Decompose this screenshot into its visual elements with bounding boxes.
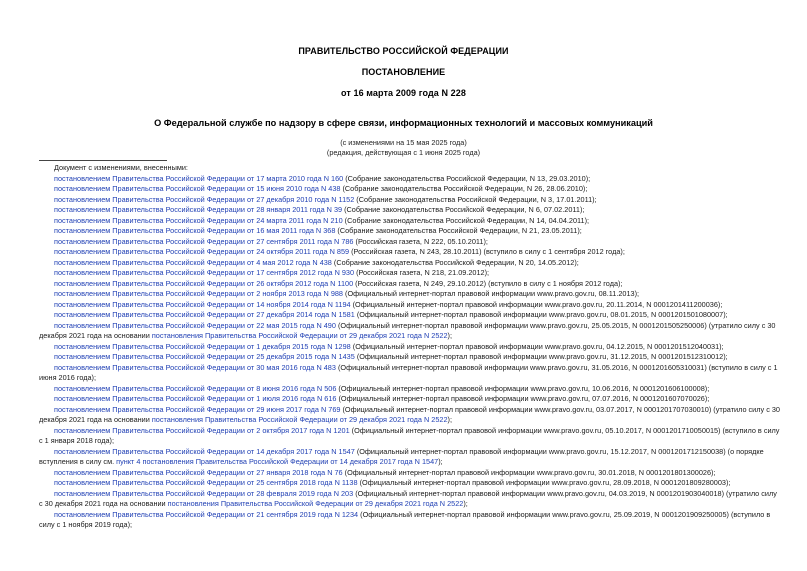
amendment-line: [39, 404, 780, 416]
amendment-line: [39, 258, 770, 269]
amendment-link[interactable]: постановлением Правительства Российской Федерации от 25 сентября 2018 года N 1138: [54, 478, 358, 487]
amendment-line: [39, 352, 770, 363]
amendment-link[interactable]: постановлением Правительства Российской Федерации от 16 мая 2011 года N 368: [54, 226, 336, 235]
amendment-link[interactable]: постановления Правительства Российской Федерации от 29 декабря 2021 года N 2522: [167, 499, 464, 508]
amendment-link[interactable]: постановлением Правительства Российской Федерации от 28 января 2011 года N 39: [54, 205, 343, 214]
document-title: О Федеральной службе по надзору в сфере связи, информационных технологий и массовых коммуникаций: [154, 118, 653, 128]
amendment-line: [39, 195, 770, 206]
amendment-text: );: [438, 457, 443, 466]
amendment-text: (Официальный интернет-портал правовой информации www.pravo.gov.ru, 25.05.2015, N 0001201505250006) (утратило силу с 30: [335, 320, 776, 330]
amendment-line: [39, 268, 770, 279]
amendment-link[interactable]: постановлением Правительства Российской Федерации от 24 октября 2011 года N 859: [54, 247, 350, 256]
amendment-text: декабря 2021 года на основании: [39, 415, 152, 424]
amendment-line: [39, 174, 770, 185]
amendments-list: [39, 163, 780, 531]
amendment-link[interactable]: постановлением Правительства Российской Федерации от 17 марта 2010 года N 160: [54, 173, 344, 183]
amendment-link[interactable]: постановлением Правительства Российской Федерации от 21 сентября 2019 года N 1234: [54, 509, 359, 519]
amendment-text: (Собрание законодательства Российской Федерации, N 6, 07.02.2011);: [342, 205, 585, 214]
amendment-text: (Собрание законодательства Российской Федерации, N 13, 29.03.2010);: [343, 173, 591, 183]
amendment-line: [39, 342, 770, 353]
amendment-link[interactable]: постановлением Правительства Российской Федерации от 27 января 2018 года N 76: [54, 467, 343, 477]
amendment-text: (Собрание законодательства Российской Федерации, N 3, 17.01.2011);: [354, 194, 597, 204]
amendment-link[interactable]: постановлением Правительства Российской Федерации от 17 сентября 2012 года N 930: [54, 268, 355, 277]
amendment-line: [39, 373, 770, 384]
amendment-text: (Официальный интернет-портал правовой информации www.pravo.gov.ru, 08.01.2015, N 0001201501080007);: [354, 310, 728, 319]
amendment-link[interactable]: постановлением Правительства Российской Федерации от 28 февраля 2019 года N 203: [54, 488, 354, 498]
amendment-line: [39, 468, 770, 479]
amendment-line: [39, 247, 770, 258]
amendment-line: [39, 226, 770, 237]
amendment-link[interactable]: постановления Правительства Российской Федерации от 29 декабря 2021 года N 2522: [151, 331, 448, 340]
amendment-link[interactable]: постановлением Правительства Российской Федерации от 4 мая 2012 года N 438: [54, 257, 332, 267]
amendments-intro: Документ с изменениями, внесенными:: [54, 163, 188, 172]
amendment-line: [39, 289, 770, 300]
amendment-line: [39, 205, 770, 216]
changes-note: (с изменениями на 15 мая 2025 года): [340, 138, 467, 147]
amendment-line: [39, 457, 770, 468]
amendment-text: );: [463, 499, 468, 508]
amendment-link[interactable]: постановлением Правительства Российской Федерации от 26 октября 2012 года N 1100: [54, 278, 354, 288]
amendment-link[interactable]: постановлением Правительства Российской Федерации от 29 июня 2017 года N 769: [54, 404, 341, 414]
amendment-link[interactable]: постановлением Правительства Российской Федерации от 22 мая 2015 года N 490: [54, 320, 336, 330]
amendment-link[interactable]: постановлением Правительства Российской Федерации от 1 декабря 2015 года N 1298: [54, 341, 351, 351]
amendment-link[interactable]: пункт 4 постановления Правительства Российской Федерации от 14 декабря 2017 года N 1547: [116, 457, 439, 466]
document-type: ПОСТАНОВЛЕНИЕ: [361, 67, 446, 77]
amendment-line: [39, 520, 770, 531]
amendment-line: [39, 300, 770, 311]
amendment-link[interactable]: постановлением Правительства Российской Федерации от 8 июня 2016 года N 506: [54, 383, 337, 393]
edition-note: (редакция, действующая с 1 июня 2025 года): [326, 148, 481, 157]
amendment-line: [39, 510, 770, 521]
amendment-text: (Российская газета, N 222, 05.10.2011);: [353, 236, 488, 246]
amendment-line: [39, 436, 770, 447]
amendment-link[interactable]: постановлением Правительства Российской Федерации от 15 июня 2010 года N 438: [54, 184, 341, 193]
amendment-line: [39, 184, 770, 195]
amendment-text: силу с 1 ноября 2019 года);: [39, 520, 133, 529]
government-heading: ПРАВИТЕЛЬСТВО РОССИЙСКОЙ ФЕДЕРАЦИИ: [298, 46, 509, 56]
amendment-line: [39, 478, 770, 489]
amendment-text: с 1 января 2018 года);: [39, 436, 114, 445]
amendment-text: (Официальный интернет-портал правовой информации www.pravo.gov.ru, 28.09.2018, N 0001201809280003);: [357, 478, 731, 487]
separator-rule: [39, 160, 167, 161]
amendment-link[interactable]: постановлением Правительства Российской Федерации от 2 ноября 2013 года N 988: [54, 289, 343, 298]
amendment-line: [39, 415, 770, 426]
amendment-text: (Официальный интернет-портал правовой информации www.pravo.gov.ru, 08.11.2013);: [343, 289, 640, 298]
amendment-line: [39, 279, 770, 290]
amendment-line: [39, 499, 770, 510]
amendment-line: [39, 310, 770, 321]
amendment-text: (Официальный интернет-портал правовой информации www.pravo.gov.ru, 04.03.2019, N 0001201903040018) (утратило силу: [353, 488, 777, 498]
amendment-link[interactable]: постановлением Правительства Российской Федерации от 30 мая 2016 года N 483: [54, 362, 336, 372]
amendment-text: июня 2016 года);: [39, 373, 96, 382]
amendment-text: (Официальный интернет-портал правовой информации www.pravo.gov.ru, 04.12.2015, N 0001201512040031);: [350, 341, 724, 351]
amendment-line: [39, 384, 770, 395]
amendment-text: вступления в силу см.: [39, 457, 117, 466]
amendment-text: (Официальный интернет-портал правовой информации www.pravo.gov.ru, 10.06.2016, N 0001201606100008);: [336, 383, 710, 393]
amendment-text: (Официальный интернет-портал правовой информации www.pravo.gov.ru, 15.12.2017, N 0001201712150038) (о порядке: [354, 446, 764, 456]
amendment-text: (Официальный интернет-портал правовой информации www.pravo.gov.ru, 05.10.2017, N 0001201710050015) (вступило в силу: [349, 425, 780, 435]
amendment-line: [39, 331, 770, 342]
amendment-link[interactable]: постановления Правительства Российской Федерации от 29 декабря 2021 года N 2522: [151, 415, 448, 424]
amendment-text: (Официальный интернет-портал правовой информации www.pravo.gov.ru, 03.07.2017, N 0001201707030010) (утратило силу с 30: [340, 404, 780, 414]
amendment-text: (Официальный интернет-портал правовой информации www.pravo.gov.ru, 30.01.2018, N 0001201801300026);: [342, 467, 716, 477]
amendment-text: (Официальный интернет-портал правовой информации www.pravo.gov.ru, 31.05.2016, N 0001201605310031) (вступило в силу с 1: [335, 362, 778, 372]
amendment-link[interactable]: постановлением Правительства Российской Федерации от 27 декабря 2010 года N 1152: [54, 194, 355, 204]
amendment-text: (Официальный интернет-портал правовой информации www.pravo.gov.ru, 07.07.2016, N 0001201607070026);: [336, 394, 710, 403]
amendment-text: (Официальный интернет-портал правовой информации www.pravo.gov.ru, 20.11.2014, N 0001201411200036);: [350, 299, 723, 309]
amendment-link[interactable]: постановлением Правительства Российской Федерации от 2 октября 2017 года N 1201: [54, 425, 350, 435]
amendment-text: (Собрание законодательства Российской Федерации, N 21, 23.05.2011);: [335, 226, 582, 235]
amendment-text: (Российская газета, N 243, 28.10.2011) (вступило в силу с 1 сентября 2012 года);: [349, 247, 625, 256]
amendment-line: [39, 216, 770, 227]
amendment-line: [39, 488, 777, 500]
amendment-text: (Российская газета, N 218, 21.09.2012);: [354, 268, 490, 277]
amendment-line: [39, 425, 780, 437]
amendment-line: [39, 237, 770, 248]
amendment-text: );: [447, 331, 452, 340]
amendment-link[interactable]: постановлением Правительства Российской Федерации от 24 марта 2011 года N 210: [54, 215, 343, 225]
amendment-text: декабря 2021 года на основании: [39, 331, 152, 340]
amendment-link[interactable]: постановлением Правительства Российской Федерации от 27 декабря 2014 года N 1581: [54, 310, 355, 319]
amendment-link[interactable]: постановлением Правительства Российской Федерации от 14 ноября 2014 года N 1194: [54, 299, 351, 309]
amendment-text: (Официальный интернет-портал правовой информации www.pravo.gov.ru, 25.09.2019, N 0001201909250005) (вступило в: [358, 509, 771, 519]
amendment-line: [39, 320, 776, 332]
document-date: от 16 марта 2009 года N 228: [341, 88, 466, 98]
amendment-line: [39, 362, 778, 374]
amendment-link[interactable]: постановлением Правительства Российской Федерации от 1 июля 2016 года N 616: [54, 394, 337, 403]
amendment-line: [39, 447, 770, 458]
amendment-text: (Собрание законодательства Российской Федерации, N 26, 28.06.2010);: [340, 184, 588, 193]
amendment-text: (Собрание законодательства Российской Федерации, N 20, 14.05.2012);: [331, 257, 579, 267]
amendment-link[interactable]: постановлением Правительства Российской Федерации от 14 декабря 2017 года N 1547: [54, 446, 355, 456]
amendment-link[interactable]: постановлением Правительства Российской Федерации от 27 сентября 2011 года N 786: [54, 236, 354, 246]
amendment-text: );: [447, 415, 452, 424]
amendment-text: (Собрание законодательства Российской Федерации, N 14, 04.04.2011);: [342, 215, 590, 225]
amendment-link[interactable]: постановлением Правительства Российской Федерации от 25 декабря 2015 года N 1435: [54, 352, 355, 361]
amendment-text: (Российская газета, N 249, 29.10.2012) (вступило в силу с 1 ноября 2012 года);: [353, 278, 623, 288]
amendment-text: с 30 декабря 2021 года на основании: [39, 499, 168, 508]
amendment-text: (Официальный интернет-портал правовой информации www.pravo.gov.ru, 31.12.2015, N 0001201512310012);: [354, 352, 728, 361]
amendment-line: [39, 394, 770, 405]
